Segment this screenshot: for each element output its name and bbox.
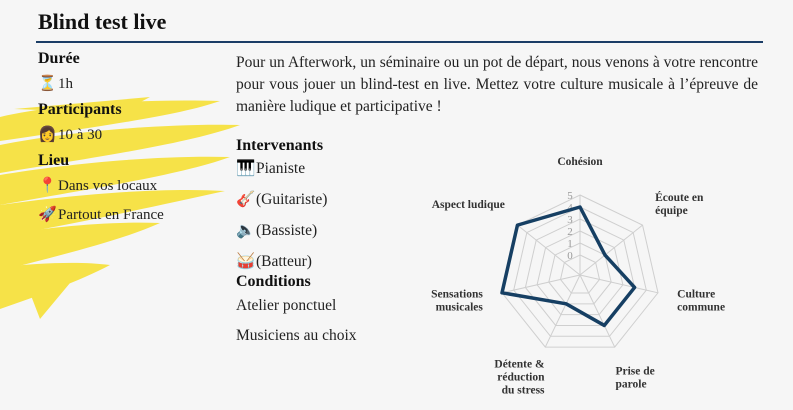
radar-tick-label: 1 xyxy=(567,238,573,250)
participants-value: 10 à 30 xyxy=(58,127,103,143)
drum-icon: 🥁 xyxy=(236,253,256,270)
radar-axis-label: Sensations musicales xyxy=(431,288,483,314)
duration-value: 1h xyxy=(58,76,73,92)
speaker-label: Pianiste xyxy=(256,160,306,177)
radar-data-point xyxy=(579,206,582,209)
person-icon: 👩 xyxy=(38,127,57,143)
details-column xyxy=(236,137,406,353)
condition-item: Musiciens au choix xyxy=(236,327,357,344)
location-label: Dans vos locaux xyxy=(58,178,158,194)
location-heading: Lieu xyxy=(38,152,70,169)
page-title: Blind test live xyxy=(38,9,167,34)
radar-axis-label: Aspect ludique xyxy=(431,198,505,211)
title-divider xyxy=(36,41,763,43)
piano-icon: 🎹 xyxy=(236,160,256,177)
speaker-icon: 🔈 xyxy=(236,222,256,239)
rocket-icon: 🚀 xyxy=(38,207,57,223)
hourglass-icon: ⏳ xyxy=(38,76,57,92)
location-item xyxy=(38,174,238,198)
speaker-label: (Batteur) xyxy=(256,253,312,270)
radar-data-point xyxy=(501,291,504,294)
speaker-label: (Guitariste) xyxy=(256,191,328,208)
speaker-item xyxy=(236,188,406,219)
radar-axis-label: Prise de parole xyxy=(615,365,655,391)
pin-icon: 📍 xyxy=(38,178,57,194)
radar-axis-line xyxy=(580,225,643,275)
radar-axis-label: Détente & réduction du stress xyxy=(494,358,545,397)
speaker-label: (Bassiste) xyxy=(256,222,318,239)
speaker-item xyxy=(236,157,406,188)
duration-heading: Durée xyxy=(38,50,80,67)
radar-data-point xyxy=(603,324,606,327)
location-label: Partout en France xyxy=(58,207,164,223)
radar-data-point xyxy=(516,224,519,227)
radar-tick-label: 0 xyxy=(567,250,573,262)
radar-data-point xyxy=(604,254,607,257)
participants-heading: Participants xyxy=(38,101,122,118)
location-item xyxy=(38,203,238,227)
radar-tick-label: 2 xyxy=(567,226,573,238)
condition-item: Atelier ponctuel xyxy=(236,297,337,314)
radar-chart xyxy=(405,140,785,400)
speaker-item xyxy=(236,219,406,250)
speakers-heading: Intervenants xyxy=(236,137,324,154)
radar-axis-label: Cohésion xyxy=(557,156,603,168)
participants-row xyxy=(38,123,238,147)
radar-tick-label: 5 xyxy=(567,190,573,202)
radar-data-point xyxy=(565,302,568,305)
radar-tick-label: 4 xyxy=(567,202,573,214)
conditions-heading: Conditions xyxy=(236,273,311,290)
guitar-icon: 🎸 xyxy=(236,191,256,208)
duration-row xyxy=(38,72,238,96)
info-column xyxy=(38,50,238,232)
radar-axis-label: Écoute en équipe xyxy=(655,191,704,217)
intro-text: Pour un Afterwork, un séminaire ou un pot de départ, nous venons à votre rencontre pour vous jouer un blind-test en live. Mettez votre culture musicale à l’épreuve de manière ludique et participative ! xyxy=(236,54,758,115)
radar-tick-label: 3 xyxy=(567,214,573,226)
radar-axis-label: Culture commune xyxy=(677,288,726,314)
radar-data-point xyxy=(633,286,636,289)
